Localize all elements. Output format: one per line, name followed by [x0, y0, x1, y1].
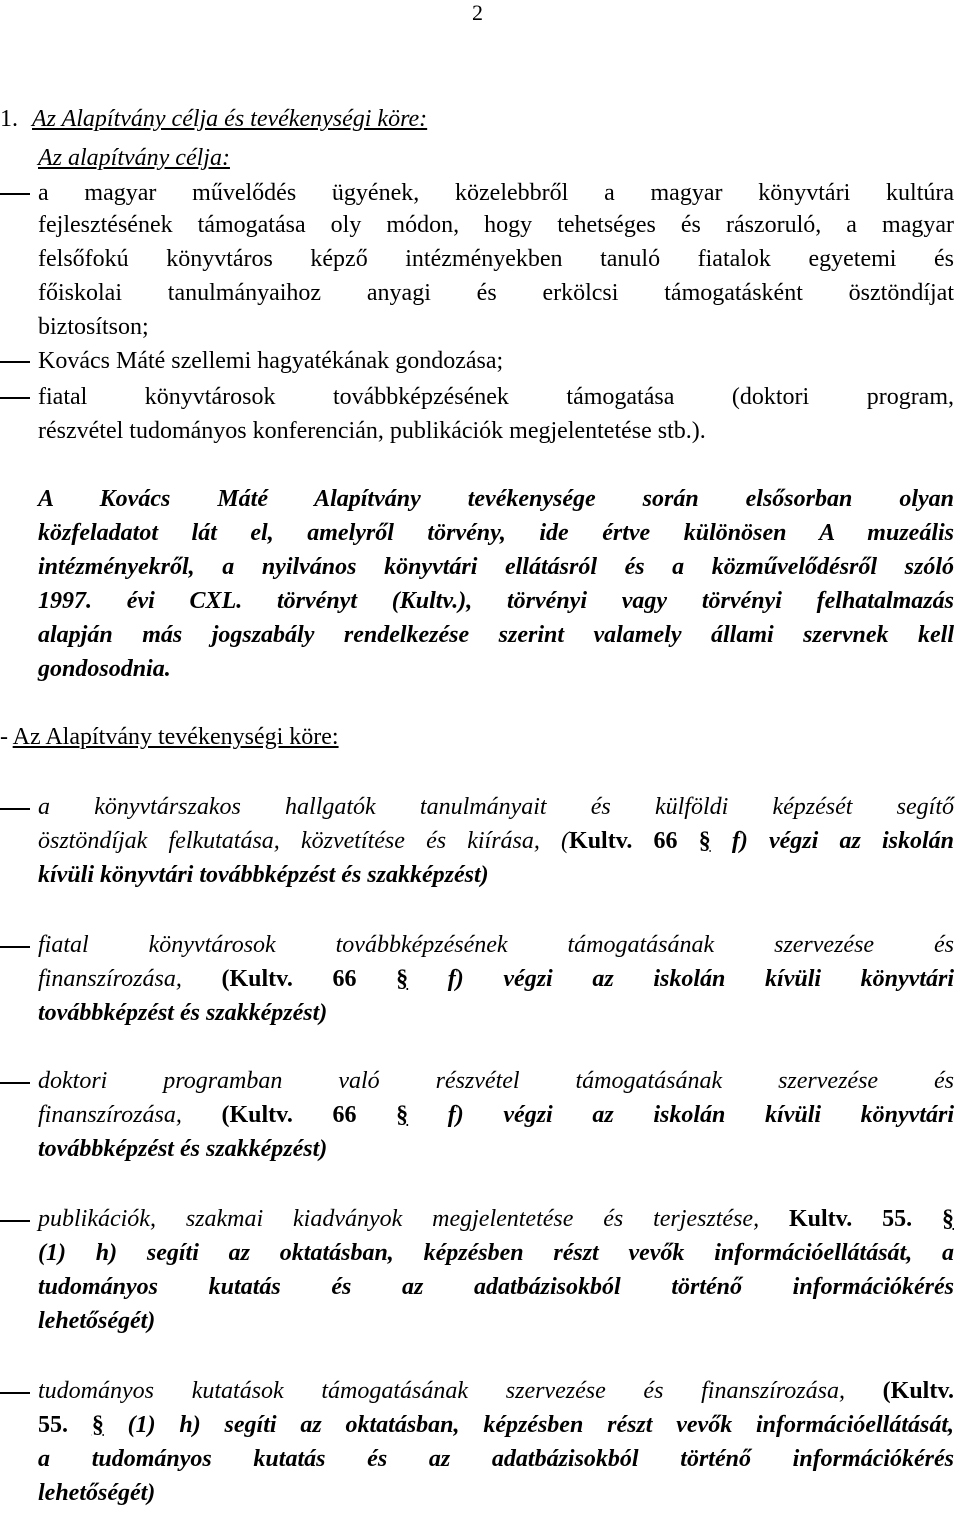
scope-item-1-line-2: ösztöndíjak felkutatása, közvetítése és kiírása, (Kultv. 66 § f) végzi az iskolán — [38, 828, 954, 854]
scope-item-3-line-1: doktori programban való részvétel támogatásának szervezése és — [38, 1068, 954, 1094]
scope-item-4-line-2: (1) h) segíti az oktatásban, képzésben részt vevők információellátását, a — [38, 1240, 954, 1266]
section-sign: § — [396, 1102, 409, 1128]
aim-1-line-2: fejlesztésének támogatása oly módon, hogy tehetséges és rászoruló, a magyar — [38, 212, 954, 238]
section-sign: § — [91, 1412, 104, 1438]
public-task-line-2: közfeladatot lát el, amelyről törvény, ide értve különösen A muzeális — [38, 520, 954, 546]
section-heading — [0, 104, 954, 134]
public-task-line-1: A Kovács Máté Alapítvány tevékenysége során elsősorban olyan — [38, 486, 954, 512]
scope-item-3-line-2: finanszírozása, (Kultv. 66 § f) végzi az iskolán kívüli könyvtári — [38, 1102, 955, 1128]
scope-item-1-line-1: a könyvtárszakos hallgatók tanulmányait és külföldi képzését segítő — [38, 794, 954, 820]
public-task-line-5: alapján más jogszabály rendelkezése szerint valamely állami szervnek kell — [38, 622, 954, 648]
scope-item-5-line-2: 55. § (1) h) segíti az oktatásban, képzésben részt vevők információellátását, — [38, 1412, 955, 1438]
section-subtitle: Az alapítvány célja: — [38, 145, 230, 171]
scope-item-5-line-3: a tudományos kutatás és az adatbázisokból történő információkérés — [38, 1446, 954, 1472]
dash-bullet — [0, 397, 30, 399]
public-task-line-4: 1997. évi CXL. törvényt (Kultv.), törvényi vagy törvényi felhatalmazás — [38, 588, 954, 614]
scope-item-2-line-3: továbbképzést és szakképzést) — [38, 1000, 328, 1026]
aim-1-line-5: biztosítson; — [38, 314, 149, 340]
scope-item-1-line-3: kívüli könyvtári továbbképzést és szakképzést) — [38, 862, 489, 888]
scope-heading-text: Az Alapítvány tevékenységi köre: — [12, 724, 339, 750]
scope-item-4-line-4: lehetőségét) — [38, 1308, 156, 1334]
public-task-line-6: gondosodnia. — [38, 656, 171, 682]
aim-2-line-1: Kovács Máté szellemi hagyatékának gondozása; — [38, 348, 504, 374]
aim-3-line-2: részvétel tudományos konferencián, publikációk megjelentetése stb.). — [38, 418, 706, 444]
scope-heading — [0, 722, 954, 752]
section-sign: § — [942, 1206, 954, 1232]
section-title: Az Alapítvány célja és tevékenységi köre: — [32, 106, 428, 132]
scope-item-3-line-3: továbbképzést és szakképzést) — [38, 1136, 328, 1162]
section-sign: § — [396, 966, 409, 992]
aim-1-line-3: felsőfokú könyvtáros képző intézményekben tanuló fiatalok egyetemi és — [38, 246, 954, 272]
dash-bullet — [0, 1082, 30, 1084]
dash-bullet — [0, 946, 30, 948]
aim-1-line-1: a magyar művelődés ügyének, közelebbről a magyar könyvtári kultúra — [38, 180, 954, 206]
scope-item-4-line-3: tudományos kutatás és az adatbázisokból történő információkérés — [38, 1274, 954, 1300]
scope-item-2-line-1: fiatal könyvtárosok továbbképzésének támogatásának szervezése és — [38, 932, 954, 958]
scope-item-5-line-4: lehetőségét) — [38, 1480, 156, 1506]
scope-item-4-line-1: publikációk, szakmai kiadványok megjelentetése és terjesztése, Kultv. 55. § — [38, 1206, 954, 1232]
dash-bullet — [0, 1392, 30, 1394]
dash-bullet — [0, 808, 30, 810]
public-task-line-3: intézményekről, a nyilvános könyvtári ellátásról és a közművelődésről szóló — [38, 554, 954, 580]
page-number: 2 — [472, 0, 483, 25]
scope-heading-prefix: - — [0, 724, 13, 750]
scope-item-2-line-2: finanszírozása, (Kultv. 66 § f) végzi az iskolán kívüli könyvtári — [38, 966, 955, 992]
dash-bullet — [0, 193, 30, 195]
dash-bullet — [0, 1220, 30, 1222]
aim-3-line-1: fiatal könyvtárosok továbbképzésének támogatása (doktori program, — [38, 384, 954, 410]
dash-bullet — [0, 361, 30, 363]
scope-item-5-line-1: tudományos kutatások támogatásának szervezése és finanszírozása, (Kultv. — [38, 1378, 954, 1404]
section-sign: § — [698, 828, 711, 854]
section-number: 1. — [0, 106, 18, 132]
aim-1-line-4: főiskolai tanulmányaihoz anyagi és erkölcsi támogatásként ösztöndíjat — [38, 280, 954, 306]
